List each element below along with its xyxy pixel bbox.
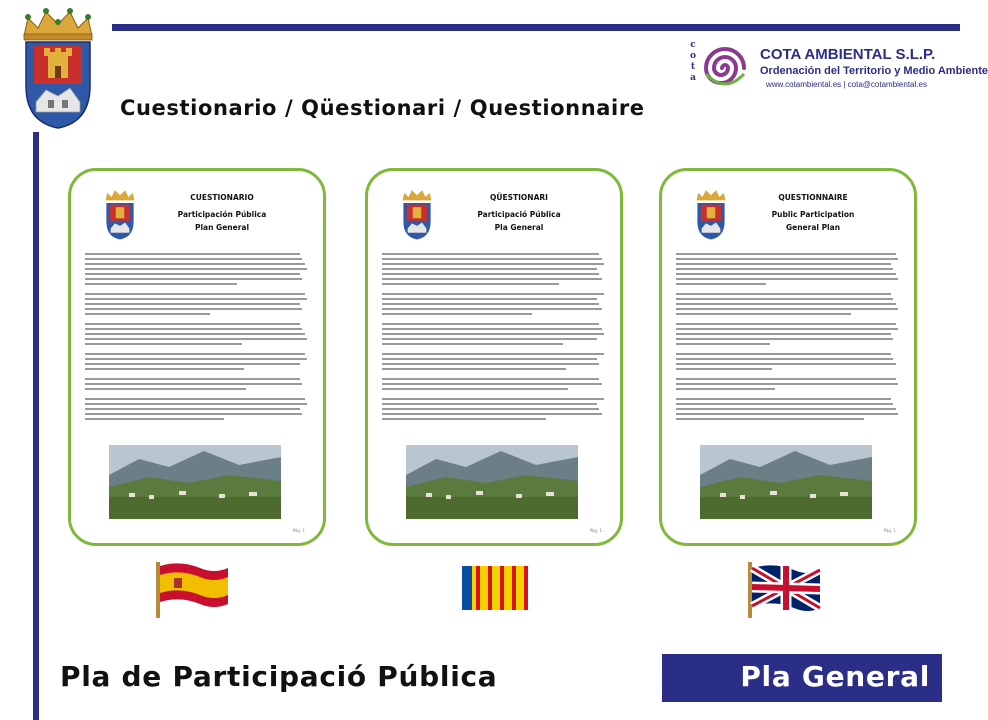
municipal-crest-icon	[103, 187, 137, 241]
text-line	[85, 303, 300, 305]
text-line	[676, 298, 893, 300]
document-body-text	[85, 253, 309, 435]
left-rule	[33, 132, 39, 720]
footer-badge	[662, 654, 942, 702]
text-line	[676, 343, 770, 345]
text-line	[85, 333, 305, 335]
text-line	[676, 333, 891, 335]
text-line	[676, 403, 893, 405]
company-name: COTA AMBIENTAL S.L.P.	[760, 46, 936, 63]
text-line	[676, 388, 775, 390]
document-body-text	[676, 253, 900, 435]
text-line	[382, 363, 599, 365]
text-line	[676, 308, 898, 310]
text-line	[382, 358, 597, 360]
text-line	[382, 278, 602, 280]
municipal-crest-icon	[400, 187, 434, 241]
text-line	[382, 273, 599, 275]
text-line	[382, 333, 604, 335]
text-line	[85, 383, 302, 385]
text-line	[382, 283, 559, 285]
page-title: Cuestionario / Qüestionari / Questionnaire	[120, 96, 645, 120]
text-line	[85, 413, 302, 415]
text-line	[676, 268, 893, 270]
text-line	[85, 378, 300, 380]
text-line	[85, 403, 307, 405]
document-heading: QUESTIONNAIRE Public Participation General Plan	[771, 193, 855, 232]
landscape-photo	[406, 445, 578, 519]
text-line	[85, 398, 305, 400]
text-line	[85, 278, 302, 280]
text-line	[382, 343, 563, 345]
document-body-text	[382, 253, 606, 435]
company-vertical-text: c o t a	[689, 40, 696, 83]
text-line	[85, 258, 302, 260]
text-line	[382, 383, 602, 385]
text-line	[382, 403, 597, 405]
text-line	[382, 323, 599, 325]
text-line	[85, 308, 302, 310]
text-line	[676, 338, 893, 340]
text-line	[85, 353, 305, 355]
text-line	[85, 408, 300, 410]
questionnaire-document-spanish[interactable]: CUESTIONARIO Participación Pública Plan General Pág. 1	[68, 168, 326, 546]
text-line	[382, 258, 602, 260]
text-line	[676, 363, 896, 365]
text-line	[85, 343, 242, 345]
text-line	[382, 368, 566, 370]
text-line	[676, 323, 896, 325]
text-line	[676, 253, 896, 255]
text-line	[676, 258, 898, 260]
text-line	[676, 413, 898, 415]
text-line	[382, 293, 604, 295]
valencia-flag-icon[interactable]	[458, 560, 538, 620]
company-logo	[688, 40, 988, 100]
landscape-photo	[109, 445, 281, 519]
text-line	[676, 273, 896, 275]
text-line	[85, 313, 210, 315]
text-line	[382, 328, 602, 330]
spain-flag-icon[interactable]	[152, 560, 232, 620]
text-line	[676, 353, 891, 355]
text-line	[85, 323, 300, 325]
text-line	[676, 408, 896, 410]
footer-badge-label: Pla General	[740, 660, 930, 693]
text-line	[382, 303, 599, 305]
text-line	[676, 328, 898, 330]
text-line	[382, 398, 604, 400]
text-line	[382, 253, 599, 255]
text-line	[676, 263, 891, 265]
text-line	[85, 268, 307, 270]
text-line	[382, 413, 602, 415]
text-line	[382, 268, 597, 270]
text-line	[85, 293, 305, 295]
text-line	[382, 408, 599, 410]
company-contact: www.cotambiental.es | cota@cotambiental.es	[766, 80, 927, 89]
text-line	[676, 303, 896, 305]
text-line	[85, 418, 224, 420]
text-line	[382, 378, 599, 380]
text-line	[676, 293, 891, 295]
text-line	[676, 313, 851, 315]
questionnaire-document-valencian[interactable]: QÜESTIONARI Participació Pública Pla General Pàg. 1	[365, 168, 623, 546]
text-line	[85, 283, 237, 285]
document-heading: QÜESTIONARI Participació Pública Pla General	[477, 193, 561, 232]
municipal-crest-icon	[694, 187, 728, 241]
text-line	[85, 273, 300, 275]
text-line	[85, 368, 244, 370]
text-line	[676, 358, 893, 360]
text-line	[676, 368, 772, 370]
text-line	[382, 418, 546, 420]
text-line	[85, 253, 300, 255]
uk-flag-icon[interactable]	[744, 560, 824, 620]
top-rule	[112, 24, 960, 31]
text-line	[85, 358, 307, 360]
text-line	[85, 298, 307, 300]
text-line	[85, 363, 300, 365]
text-line	[676, 418, 864, 420]
landscape-photo	[700, 445, 872, 519]
spiral-logo-icon	[700, 44, 750, 92]
text-line	[382, 313, 532, 315]
municipal-crest-icon	[18, 6, 98, 130]
text-line	[85, 388, 246, 390]
text-line	[85, 338, 307, 340]
text-line	[85, 328, 302, 330]
text-line	[676, 383, 898, 385]
questionnaire-document-english[interactable]: QUESTIONNAIRE Public Participation General Plan Pág. 1	[659, 168, 917, 546]
text-line	[382, 298, 597, 300]
document-heading: CUESTIONARIO Participación Pública Plan General	[177, 193, 267, 232]
text-line	[676, 398, 891, 400]
text-line	[382, 388, 568, 390]
text-line	[382, 263, 604, 265]
text-line	[676, 278, 898, 280]
text-line	[382, 338, 597, 340]
text-line	[676, 378, 896, 380]
text-line	[382, 353, 604, 355]
company-subtitle: Ordenación del Territorio y Medio Ambiente	[760, 65, 988, 77]
footer-title: Pla de Participació Pública	[60, 660, 498, 693]
text-line	[676, 283, 766, 285]
text-line	[382, 308, 602, 310]
text-line	[85, 263, 305, 265]
